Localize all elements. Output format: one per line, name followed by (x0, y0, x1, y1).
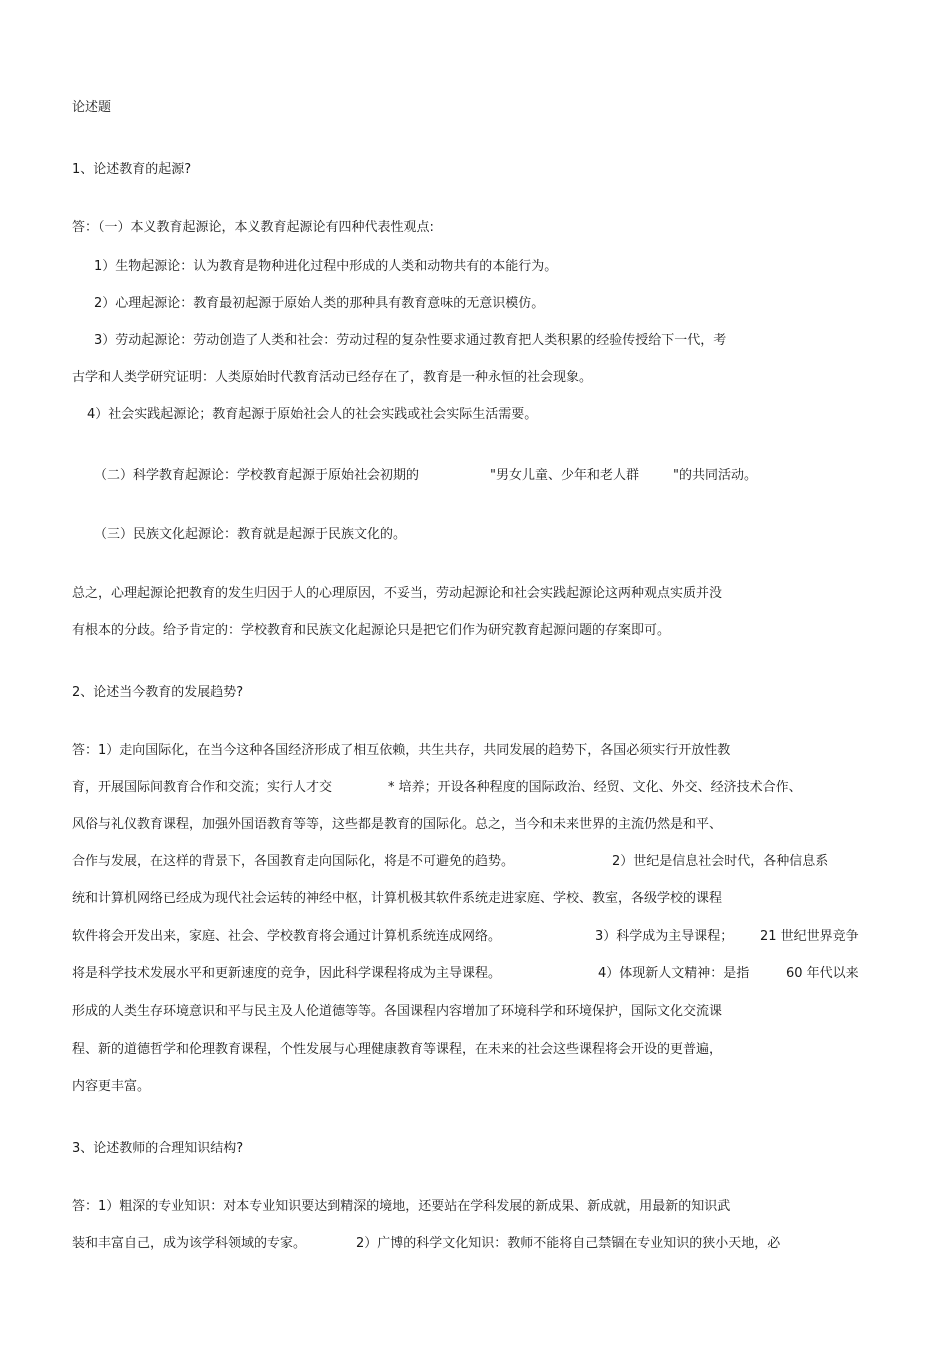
q2-line-9: 程、新的道德哲学和伦理教育课程，个性发展与心理健康教育等课程，在未来的社会这些课程将会开设的更普遍， (72, 1042, 723, 1057)
q2-line-7-b: 4）体现新人文精神：是指 (598, 966, 750, 981)
q2-line-2-a: 育，开展国际间教育合作和交流；实行人才交 (72, 780, 333, 795)
question-2-heading: 2、论述当今教育的发展趋势? (72, 685, 244, 700)
q2-line-8: 形成的人类生存环境意识和平与民主及人伦道德等等。各国课程内容增加了环境科学和环境保护，国际文化交流课 (72, 1004, 723, 1019)
q2-line-4-b: 2）世纪是信息社会时代，各种信息系 (612, 854, 829, 869)
q2-line-3: 风俗与礼仪教育课程，加强外国语教育等等，这些都是教育的国际化。总之，当今和未来世界的主流仍然是和平、 (72, 817, 723, 832)
q2-line-5: 统和计算机网络已经成为现代社会运转的神经中枢，计算机极其软件系统走进家庭、学校、教室，各级学校的课程 (72, 891, 723, 906)
q1-point-4: 4）社会实践起源论；教育起源于原始社会人的社会实践或社会实际生活需要。 (87, 407, 538, 422)
q1-point-3-cont: 古学和人类学研究证明：人类原始时代教育活动已经存在了，教育是一种永恒的社会现象。 (72, 370, 593, 385)
q1-point-2: 2）心理起源论：教育最初起源于原始人类的那种具有教育意味的无意识模仿。 (94, 296, 545, 311)
q3-line-2-b: 2）广博的科学文化知识：教师不能将自己禁锢在专业知识的狭小天地，必 (356, 1236, 781, 1251)
q2-line-4-a: 合作与发展，在这样的背景下，各国教育走向国际化，将是不可避免的趋势。 (72, 854, 515, 869)
q1-intro: 答：（一）本义教育起源论，本义教育起源论有四种代表性观点: (72, 220, 434, 235)
question-3-heading: 3、论述教师的合理知识结构? (72, 1141, 244, 1156)
q2-line-7-c: 60 年代以来 (786, 966, 859, 981)
q2-line-6-b: 3）科学成为主导课程； (595, 929, 734, 944)
q1-section-2-c: "的共同活动。 (673, 468, 757, 483)
q2-line-6-a: 软件将会开发出来，家庭、社会、学校教育将会通过计算机系统连成网络。 (72, 929, 502, 944)
q1-section-2-b: "男女儿童、少年和老人群 (490, 468, 639, 483)
q1-section-2-a: （二）科学教育起源论：学校教育起源于原始社会初期的 (94, 468, 420, 483)
q2-line-7-a: 将是科学技术发展水平和更新速度的竞争，因此科学课程将成为主导课程。 (72, 966, 502, 981)
q2-line-6-c: 21 世纪世界竞争 (760, 929, 859, 944)
q1-summary-2: 有根本的分歧。给予肯定的：学校教育和民族文化起源论只是把它们作为研究教育起源问题的存案即可。 (72, 623, 671, 638)
q1-point-1: 1）生物起源论：认为教育是物种进化过程中形成的人类和动物共有的本能行为。 (94, 259, 558, 274)
question-1-heading: 1、论述教育的起源? (72, 162, 192, 177)
q3-line-1: 答：1）粗深的专业知识：对本专业知识要达到精深的境地，还要站在学科发展的新成果、新成就，用最新的知识武 (72, 1199, 731, 1214)
q2-line-10: 内容更丰富。 (72, 1079, 151, 1094)
doc-title: 论述题 (72, 100, 112, 115)
q1-section-3: （三）民族文化起源论：教育就是起源于民族文化的。 (94, 527, 407, 542)
q2-line-2-b: * 培养；开设各种程度的国际政治、经贸、文化、外交、经济技术合作、 (388, 780, 802, 795)
q1-point-3: 3）劳动起源论：劳动创造了人类和社会：劳动过程的复杂性要求通过教育把人类积累的经验传授给下一代，考 (94, 333, 727, 348)
q2-line-1: 答：1）走向国际化，在当今这种各国经济形成了相互依赖，共生共存，共同发展的趋势下，各国必须实行开放性教 (72, 743, 731, 758)
q3-line-2-a: 装和丰富自己，成为该学科领域的专家。 (72, 1236, 307, 1251)
q1-summary-1: 总之，心理起源论把教育的发生归因于人的心理原因，不妥当，劳动起源论和社会实践起源论这两种观点实质并没 (72, 586, 723, 601)
